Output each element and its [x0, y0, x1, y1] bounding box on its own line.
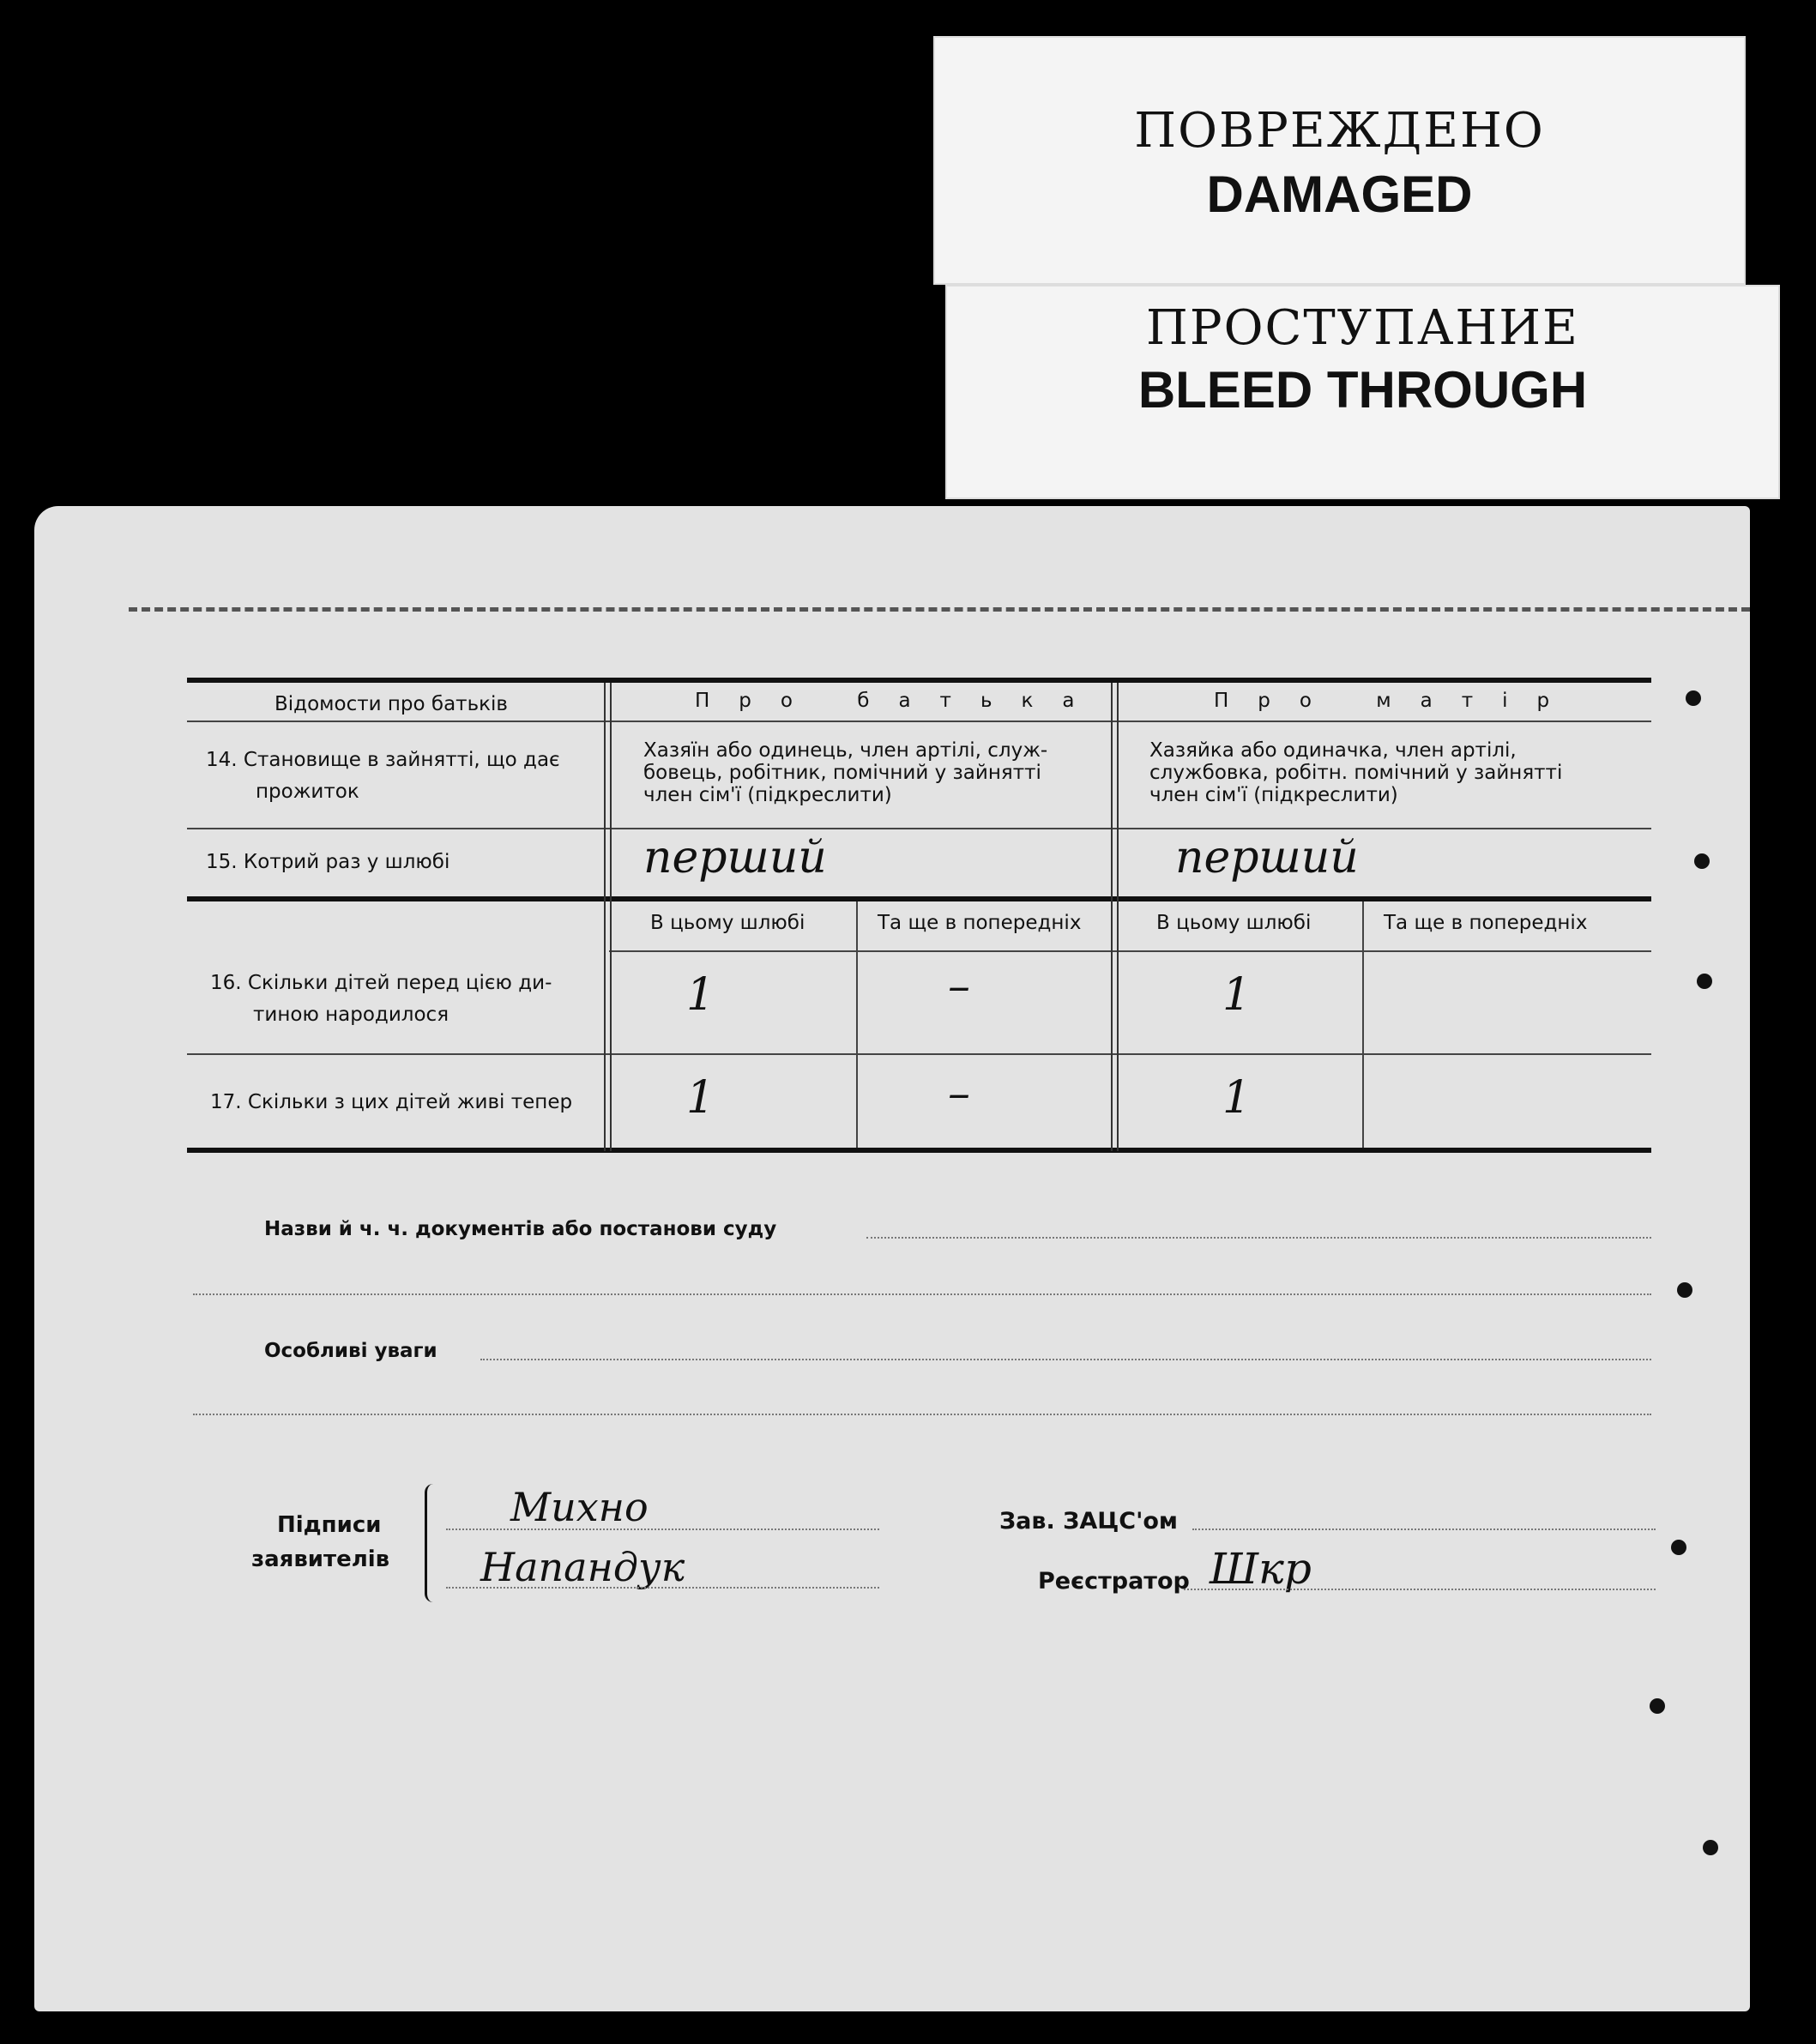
- table-bottom-rule: [187, 1148, 1651, 1153]
- bleed-through-label-card: [945, 285, 1780, 499]
- punch-hole: [1694, 853, 1710, 869]
- signatures-label: Підписи: [277, 1512, 382, 1538]
- row16-label: 16. Скільки дітей перед цією ди-: [210, 972, 552, 994]
- row14-father-options: Хазяїн або одинець, член артілі, служ-: [643, 739, 1048, 762]
- row16-rule: [187, 1053, 1651, 1055]
- row14-mother-options: член сім'ї (підкреслити): [1149, 784, 1398, 806]
- subheader-rule: [609, 950, 1651, 952]
- applicant2-line: [446, 1587, 879, 1589]
- row17-father-prev: –: [948, 1068, 970, 1119]
- bleed-label-ru: ПРОСТУПАНИЕ: [1146, 300, 1579, 356]
- header-rule: [187, 721, 1651, 722]
- row15-rule: [187, 896, 1651, 901]
- subcolumn-divider: [856, 901, 858, 1148]
- subheader-mother-prev: Та ще в попередніх: [1384, 912, 1588, 934]
- applicant2-signature: Напандук: [480, 1544, 685, 1590]
- header-mother: Про матір: [1214, 690, 1579, 712]
- row14-father-options: член сім'ї (підкреслити): [643, 784, 892, 806]
- row14-mother-options: Хазяйка або одиначка, член артілі,: [1149, 739, 1517, 762]
- subheader-mother-this: В цьому шлюбі: [1156, 912, 1312, 934]
- form-sheet: [34, 506, 1750, 2011]
- documents-label: Назви й ч. ч. документів або постанови суду: [264, 1218, 777, 1240]
- row16-mother-this: 1: [1222, 969, 1252, 1021]
- registrar-signature: Шкр: [1210, 1544, 1312, 1594]
- table-top-rule: [187, 678, 1651, 683]
- row14-label: 14. Становище в зайнятті, що дає: [206, 749, 560, 771]
- row16-label-cont: тиною народилося: [253, 1004, 449, 1026]
- signatures-label-cont: заявителів: [251, 1547, 390, 1572]
- punch-hole: [1671, 1540, 1686, 1555]
- punch-hole: [1686, 690, 1701, 706]
- punch-hole: [1697, 974, 1712, 989]
- documents-line: [866, 1237, 1651, 1239]
- row17-mother-this: 1: [1222, 1072, 1252, 1124]
- subheader-father-prev: Та ще в попередніх: [878, 912, 1082, 934]
- perforation-line: [129, 607, 1750, 612]
- column-divider: [1111, 683, 1119, 1151]
- signatures-brace: [425, 1484, 439, 1602]
- row15-father-value: перший: [643, 832, 827, 883]
- subheader-father-this: В цьому шлюбі: [650, 912, 805, 934]
- damaged-label-ru: ПОВРЕЖДЕНО: [1134, 103, 1545, 159]
- documents-line-2: [193, 1293, 1651, 1295]
- header-parents-info: Відомости про батьків: [275, 693, 508, 715]
- applicant1-signature: Михно: [510, 1484, 649, 1530]
- column-divider: [604, 683, 612, 1151]
- remarks-label: Особливі уваги: [264, 1340, 437, 1362]
- row14-mother-options: службовка, робітн. помічний у зайнятті: [1149, 762, 1563, 784]
- row15-label: 15. Котрий раз у шлюбі: [206, 851, 450, 873]
- registry-head-line: [1192, 1528, 1656, 1530]
- damaged-label-card: [933, 36, 1746, 285]
- registrar-line: [1184, 1589, 1656, 1590]
- header-father: Про батька: [695, 690, 1104, 712]
- subcolumn-divider: [1362, 901, 1364, 1148]
- row16-father-prev: –: [948, 961, 970, 1012]
- row14-father-options: бовець, робітник, помічний у зайнятті: [643, 762, 1041, 784]
- registrar-label: Реєстратор: [1038, 1568, 1190, 1595]
- damaged-label-en: DAMAGED: [1206, 166, 1473, 223]
- remarks-line-2: [193, 1414, 1651, 1415]
- punch-hole: [1703, 1840, 1718, 1855]
- row14-rule: [187, 828, 1651, 829]
- row16-father-this: 1: [686, 969, 715, 1021]
- row14-label-cont: прожиток: [256, 781, 359, 803]
- punch-hole: [1677, 1282, 1692, 1298]
- row17-label: 17. Скільки з цих дітей живі тепер: [210, 1091, 573, 1113]
- applicant1-line: [446, 1528, 879, 1530]
- punch-hole: [1650, 1698, 1665, 1714]
- bleed-label-en: BLEED THROUGH: [1137, 361, 1588, 419]
- row15-mother-value: перший: [1175, 832, 1359, 883]
- registry-head-label: Зав. ЗАЦС'ом: [999, 1508, 1178, 1535]
- row17-father-this: 1: [686, 1072, 715, 1124]
- remarks-line: [480, 1359, 1651, 1360]
